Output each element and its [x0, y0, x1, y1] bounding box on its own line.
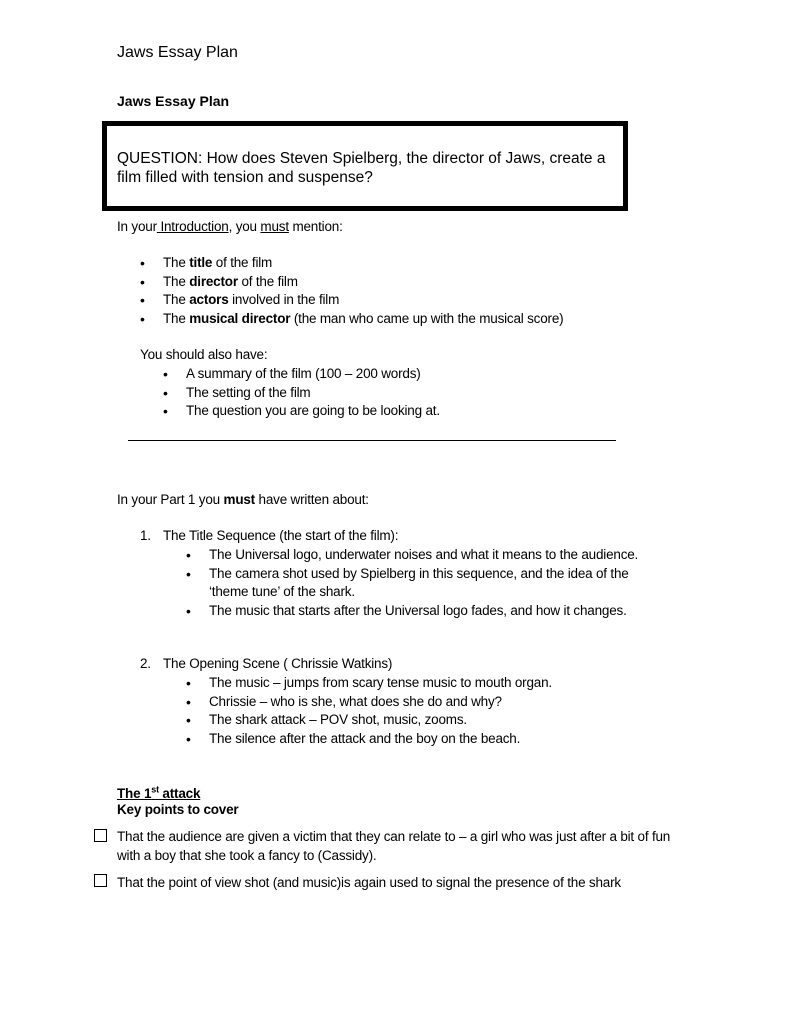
intro-mid: , you [228, 219, 261, 234]
section-1-item: • The camera shot used by Spielberg in this sequence, and the idea of the ‘theme tune’ of the shark. [209, 565, 669, 602]
checkbox-icon[interactable] [94, 829, 107, 842]
section-1-list [209, 546, 669, 620]
section-2-item: • Chrissie – who is she, what does she do and why? [209, 693, 552, 712]
intro-list [163, 254, 563, 328]
key-point-item: That the audience are given a victim that they can relate to – a girl who was just after a bit of fun with a boy that she took a fancy to (Cassidy). [117, 829, 671, 863]
part1-must-word: must [223, 492, 255, 507]
checkbox-icon[interactable] [94, 874, 107, 887]
section-2-item: • The silence after the attack and the boy on the beach. [209, 730, 552, 749]
section-2-item: • The music – jumps from scary tense music to mouth organ. [209, 674, 552, 693]
also-have-item: • A summary of the film (100 – 200 words) [186, 365, 440, 384]
document-heading: Jaws Essay Plan [117, 93, 230, 109]
section-opening-scene [140, 656, 393, 671]
also-have-item: • The question you are going to be looking at. [186, 402, 440, 421]
also-have-item: • The setting of the film [186, 384, 440, 403]
section-1-item: • The Universal logo, underwater noises and what it means to the audience. [209, 546, 669, 565]
section-title-sequence [140, 528, 399, 543]
document-header-title: Jaws Essay Plan [117, 44, 238, 61]
question-text: QUESTION: How does Steven Spielberg, the director of Jaws, create a film filled with tension and suspense? [117, 150, 606, 186]
also-have-label: You should also have: [140, 347, 268, 362]
section-1-item: • The music that starts after the Universal logo fades, and how it changes. [209, 602, 669, 621]
section-2-list [209, 674, 552, 748]
part1-instruction: In your Part 1 you must have written about: [117, 492, 369, 507]
intro-prefix: In your [117, 219, 157, 234]
intro-introduction-word: Introduction [160, 219, 229, 234]
intro-list-item: • The musical director (the man who came up with the musical score) [163, 310, 563, 329]
intro-suffix: mention: [288, 219, 343, 234]
intro-instruction [117, 219, 343, 234]
section-2-item: • The shark attack – POV shot, music, zooms. [209, 711, 552, 730]
also-have-list [186, 365, 440, 421]
horizontal-divider [128, 440, 616, 441]
intro-list-item: • The actors involved in the film [163, 291, 563, 310]
first-attack-title: The 1st attack [117, 784, 201, 801]
section-title: The Title Sequence (the start of the film): [163, 528, 399, 543]
section-number: 2. [140, 656, 151, 671]
intro-list-item: • The title of the film [163, 254, 563, 273]
intro-must-word: must [260, 219, 289, 234]
key-points-subtitle: Key points to cover [117, 802, 239, 817]
section-number: 1. [140, 528, 151, 543]
key-point-item: That the point of view shot (and music)is again used to signal the presence of the shark [117, 875, 621, 890]
intro-list-item: • The director of the film [163, 273, 563, 292]
section-title: The Opening Scene ( Chrissie Watkins) [163, 656, 393, 671]
